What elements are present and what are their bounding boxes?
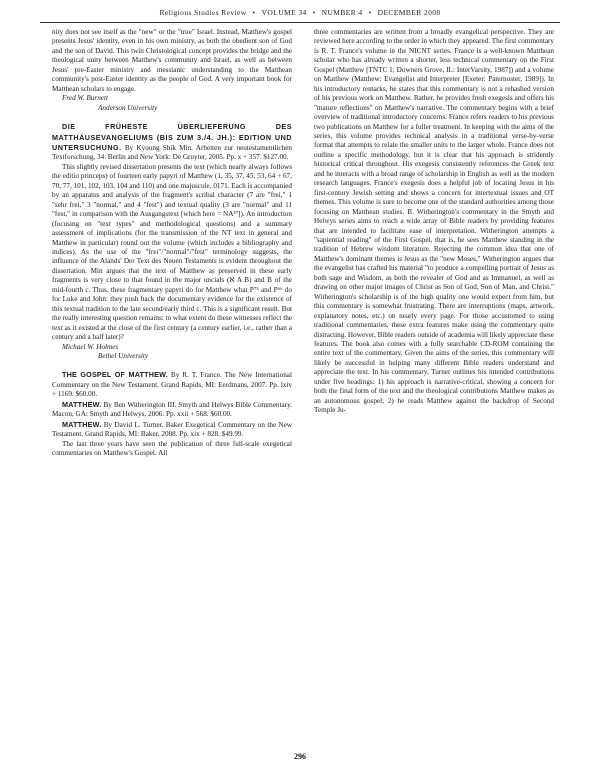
page-number: 296 bbox=[294, 752, 306, 761]
book-title: MATTHEW. bbox=[62, 419, 102, 429]
book-title: MATTHEW. bbox=[62, 399, 102, 409]
review-entry bbox=[52, 420, 292, 440]
book-biblio: By Kyoung Shik Min. Arbeiten zur neutestamentlichen Textforschung, 34. Berlin and New York: De Gruyter, 2005. Pp. x + 357. $127.00. bbox=[52, 143, 292, 162]
header-rule bbox=[40, 22, 560, 23]
date-label: DECEMBER 2008 bbox=[377, 8, 441, 17]
review-entry bbox=[52, 370, 292, 399]
book-biblio: By Ben Witherington III. Smyth and Helwys Bible Commentary. Macon, GA: Smyth and Helwys, 2006. Pp. xxii + 568. $60.00. bbox=[52, 400, 293, 419]
right-column bbox=[314, 28, 554, 416]
review-body: This slightly revised dissertation presents the text (which nearly always follows the editio princeps) of fourteen early papyri of Matthew (1, 35, 37, 45, 53, 64 + 67, 70, 77, 101, 102, 103, 104 and 110) and one majuscule, 0171. Each is accompanied by an apparatus and analysis of the fragment's scribal character (7 are "frei," 1 "sehr frei," 3 "normal," and 4 "fest") and textual quality (3 are "normal" and 11 "fest," in comparison with the Ausgangstext [which here = NA²⁷]). An introduction (focusing on "text types" and methodological questions) and a summary assessment of implications (for the transmission of the NT text in general and Matthew in particular) round out the volume (which includes a bibliography and indices). As the use of the "frei"/"normal"/"fest" terminology suggests, the influence of the Alands' Der Text des Neuen Testaments is evident throughout the dissertation. Min argues that the text of Matthew as preserved in these early fragments is very close to that found in the major uncials (ℵ A B) and B of the mid-fourth c. Thus, these fragmentary papyri do for Matthew what P⁷⁵ and P⁶⁶ do for Luke and John: they push back the documentary evidence for the existence of this textual tradition to the late second/early third c. This is a significant result. But the really interesting question remains: to what extent do these witnesses reflect the text as it existed at the close of the first century (a century earlier, i.e., rather than a century and a half later)? bbox=[52, 162, 292, 342]
review-entry bbox=[52, 122, 292, 163]
volume-label: VOLUME 34 bbox=[261, 8, 307, 17]
book-title: DIE FRÜHESTE ÜBERLIEFERUNG DES MATTHÄUSEVANGELIUMS (BIS ZUM 3./4. JH.): EDITION UND UNTERSUCHUNG. bbox=[52, 122, 292, 152]
left-column bbox=[52, 28, 292, 458]
reviewer-name: Fred W. Burnett bbox=[62, 94, 108, 103]
review-body: three commentaries are written from a broadly evangelical perspective. They are reviewed here according to the order in which they appeared. The first commentary is R. T. France's volume in the NICNT series. France is a well-known Matthean scholar who has already written a shorter, less technical commentary on the First Gospel (Matthew [TNTC 1; Downers Grove, IL: InterVarsity, 1987]) and a volume on Matthew (Matthew: Evangelist and Interpreter [Exeter: Paternoster, 1989]). In his introductory remarks, he states that this commentary is not a rehashed version of his previous work on Matthew. Rather, he provides fresh exegesis and offers his "mature reflections" on Matthew's narrative. The commentary begins with a brief overview of traditional introductory concerns. France refers readers to his previous two publications on Matthew for a fuller treatment. In keeping with the aims of the series, this volume provides technical analysis in a traditional verse-by-verse format that attempts to relate the smaller units to the larger whole. France does not outline a specific methodology, but it is clear that his approach is stridently historical critical throughout. His exegesis consistently references the Greek text and he interacts with a broad range of scholarship in English as well as the modern research languages. France's exegesis does a helpful job of locating Jesus in his first-century Jewish setting and shows a concern for intertextual issues and OT themes. This volume is sure to become one of the standard authorities among those focusing on Matthean studies. B. Witherington's commentary in the Smyth and Helwys series aims to reach a wide array of Bible readers by providing features that are intended to facilitate ease of interpretation. Witherington attempts a "sapiential reading" of the First Gospel, that is, he sees Matthew standing in the tradition of Hebrew wisdom literature. Rejecting the common idea that one of Matthew's dominant themes is Jesus as the "new Moses," Witherington argues that the evangelist has crafted his material "to produce a compelling portrait of Jesus as both sage and Wisdom, as both the revealer of God and as Immanuel, as well as drawing on other major images of Christ as Son of God, Son of Man, and Christ." Witherington's scholarship is of the high quality one would expect from him, but this commentary is somewhat frustrating. There are interruptions (maps, artwork, explanatory notes, etc.) on nearly every page. For those accustomed to using traditional commentaries, these extra features make using the commentary quite distracting. However, Bible readers outside of academia will likely appreciate these features. The book also comes with a fully searchable CD-ROM containing the entire text of the commentary. Given the aims of the series, this commentary will likely be successful in helping many different Bible readers understand and appreciate the text. In his commentary, Turner outlines his intended contributions under five headings: 1) his approach is narrative-critical, showing a concern for both the final form of the text and the theological contributions Matthew makes as an autonomous gospel; 2) he reads Matthew against the backdrop of Second Temple Ju- bbox=[314, 28, 555, 415]
book-biblio: By David L. Turner. Baker Exegetical Commentary on the New Testament. Grand Rapids, MI: Baker, 2008. Pp. xix + 828. $49.99. bbox=[52, 420, 293, 439]
number-label: NUMBER 4 bbox=[321, 8, 363, 17]
reviewer-affiliation: Anderson University bbox=[98, 103, 158, 112]
reviewer-name: Michael W. Holmes bbox=[62, 342, 119, 351]
review-continuation: nity does not see itself as the "new" or the "true" Israel. Instead, Matthew's gospel presents Jesus' identity, even in his own ministry, as both the obedient son of God and the son of David. This twin Christological concept provides the bridge and the theological unity between Matthew's community and Israel, as well as between Jesus' pre-Easter ministry and messianic understanding to the Matthean community's post-Easter identity as the people of God. A very important book for Matthean scholars to engage. bbox=[52, 28, 292, 93]
review-body: The last three years have seen the publication of three full-scale exegetical commentaries on Matthew's Gospel. All bbox=[52, 439, 292, 458]
journal-name: Religious Studies Review bbox=[159, 8, 247, 17]
book-title: THE GOSPEL OF MATTHEW. bbox=[62, 370, 168, 380]
review-entry bbox=[52, 400, 292, 420]
running-header: Religious Studies Review • VOLUME 34 • NUMBER 4 • DECEMBER 2008 bbox=[159, 8, 441, 17]
reviewer-affiliation: Bethel University bbox=[98, 351, 149, 360]
book-biblio: By R. T. France. The New International Commentary on the New Testament. Grand Rapids, MI: Eerdmans, 2007. Pp. lxiv + 1169. $60.00. bbox=[52, 371, 292, 399]
